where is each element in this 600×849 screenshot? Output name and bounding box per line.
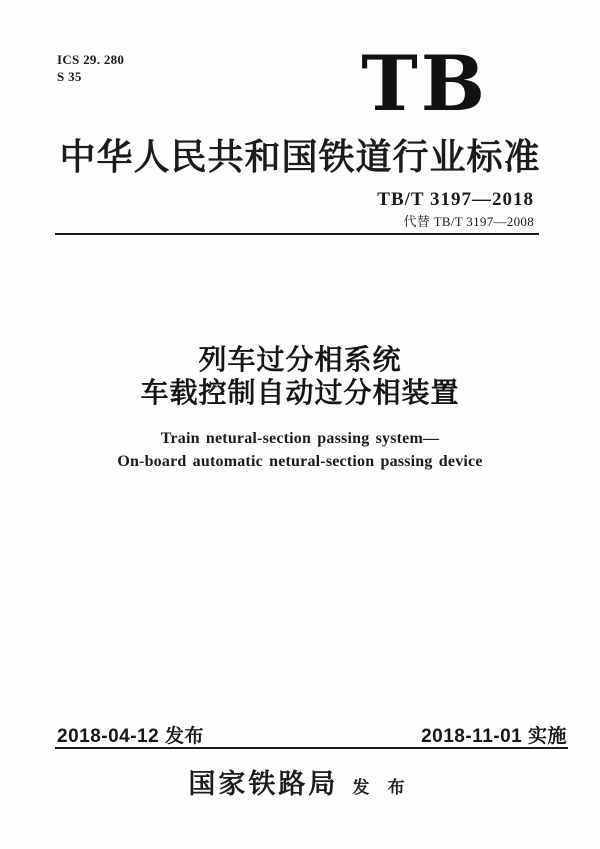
- title-en-line2: On-board automatic netural-section passing device: [117, 453, 483, 470]
- title-cn-line1: 列车过分相系统: [198, 344, 402, 375]
- title-chinese: [0, 343, 600, 409]
- standard-type-title: 中华人民共和国铁道行业标准: [59, 137, 541, 177]
- title-english: [0, 427, 600, 473]
- publisher-name: 国家铁路局: [188, 769, 339, 799]
- issue-date: 2018-04-12 发布: [57, 726, 204, 747]
- footer-rule: [55, 747, 568, 749]
- header-rule: [55, 233, 539, 235]
- standard-number-block: [377, 190, 534, 229]
- ics-code: ICS 29. 280: [57, 52, 125, 67]
- classification-code: S 35: [57, 69, 82, 84]
- replaced-standard-note: 代替 TB/T 3197—2008: [403, 214, 534, 229]
- title-en-line1: Train netural-section passing system—: [160, 430, 440, 447]
- standard-number: TB/T 3197—2018: [377, 189, 534, 210]
- tb-logo: TB: [361, 39, 488, 128]
- publish-label: 发 布: [352, 778, 412, 797]
- date-row: [57, 726, 567, 747]
- publisher-row: [0, 762, 600, 801]
- implementation-date: 2018-11-01 实施: [421, 726, 567, 747]
- title-cn-line2: 车载控制自动过分相装置: [140, 377, 460, 408]
- ics-classification-block: [57, 51, 124, 85]
